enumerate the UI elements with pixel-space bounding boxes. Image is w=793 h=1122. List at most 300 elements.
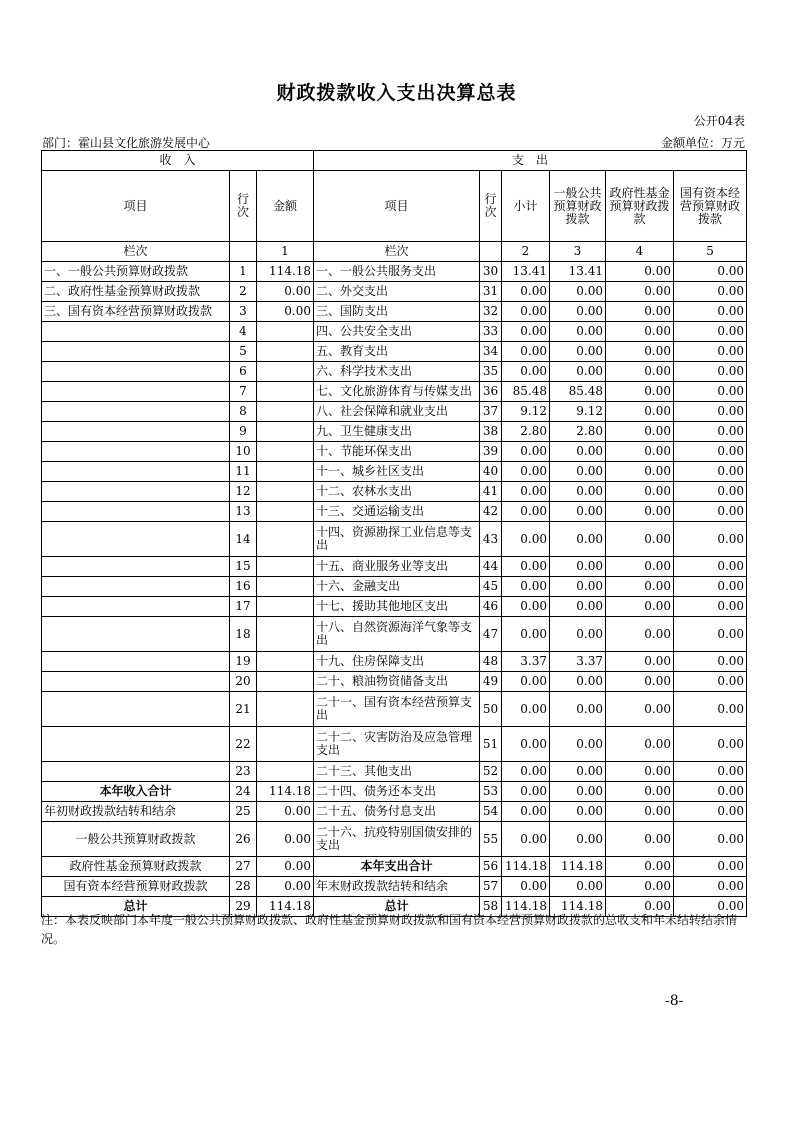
income-line-cell: 18 <box>230 617 257 652</box>
stateown-budget-cell: 0.00 <box>674 692 747 727</box>
govfund-budget-cell: 0.00 <box>606 762 674 782</box>
expense-line-cell: 39 <box>480 442 502 462</box>
income-amount-cell <box>257 577 314 597</box>
expense-item-cell: 二十、粮油物资储备支出 <box>314 672 480 692</box>
stateown-budget-cell: 0.00 <box>674 462 747 482</box>
expense-item-cell: 二十四、债务还本支出 <box>314 782 480 802</box>
stateown-budget-cell: 0.00 <box>674 322 747 342</box>
govfund-budget-cell: 0.00 <box>606 522 674 557</box>
subtotal-cell: 0.00 <box>502 672 550 692</box>
expense-line-cell: 40 <box>480 462 502 482</box>
income-item-cell <box>42 727 230 762</box>
expense-item-cell: 十六、金融支出 <box>314 577 480 597</box>
govfund-budget-cell: 0.00 <box>606 822 674 857</box>
govfund-budget-cell: 0.00 <box>606 782 674 802</box>
income-amount-cell <box>257 362 314 382</box>
general-budget-cell: 0.00 <box>550 597 606 617</box>
subtotal-cell: 0.00 <box>502 362 550 382</box>
general-budget-cell: 0.00 <box>550 362 606 382</box>
general-budget-cell: 0.00 <box>550 342 606 362</box>
income-item-cell <box>42 482 230 502</box>
expense-item-cell: 三、国防支出 <box>314 302 480 322</box>
income-item-cell <box>42 652 230 672</box>
income-item-cell: 政府性基金预算财政拨款 <box>42 857 230 877</box>
general-budget-cell: 0.00 <box>550 482 606 502</box>
general-budget-cell: 85.48 <box>550 382 606 402</box>
income-line-cell: 3 <box>230 302 257 322</box>
table-row <box>42 557 747 577</box>
expense-line-cell: 43 <box>480 522 502 557</box>
table-row <box>42 382 747 402</box>
table-row <box>42 692 747 727</box>
table-row <box>42 462 747 482</box>
income-line-cell: 13 <box>230 502 257 522</box>
income-item-cell: 一般公共预算财政拨款 <box>42 822 230 857</box>
expense-line-cell: 35 <box>480 362 502 382</box>
general-budget-cell: 0.00 <box>550 802 606 822</box>
subtotal-cell: 0.00 <box>502 597 550 617</box>
stateown-budget-cell: 0.00 <box>674 557 747 577</box>
table-row <box>42 652 747 672</box>
stateown-budget-cell: 0.00 <box>674 262 747 282</box>
subtotal-cell: 0.00 <box>502 502 550 522</box>
income-line-cell: 19 <box>230 652 257 672</box>
income-line-cell: 29 <box>230 897 257 917</box>
govfund-budget-cell: 0.00 <box>606 877 674 897</box>
stateown-budget-cell: 0.00 <box>674 522 747 557</box>
expense-line-cell: 37 <box>480 402 502 422</box>
expense-line-cell: 51 <box>480 727 502 762</box>
general-budget-cell: 0.00 <box>550 557 606 577</box>
expense-item-cell: 十七、援助其他地区支出 <box>314 597 480 617</box>
income-amount-cell <box>257 522 314 557</box>
income-item-cell <box>42 762 230 782</box>
expense-item-cell: 七、文化旅游体育与传媒支出 <box>314 382 480 402</box>
govfund-budget-cell: 0.00 <box>606 727 674 762</box>
expense-item-cell: 本年支出合计 <box>314 857 480 877</box>
income-amount-cell: 0.00 <box>257 857 314 877</box>
govfund-budget-cell: 0.00 <box>606 382 674 402</box>
table-row <box>42 522 747 557</box>
income-line-cell: 27 <box>230 857 257 877</box>
income-item-cell <box>42 462 230 482</box>
expense-item-cell: 十五、商业服务业等支出 <box>314 557 480 577</box>
income-line-cell: 23 <box>230 762 257 782</box>
col-expense-item: 项目 <box>314 171 480 242</box>
col-label-expense: 栏次 <box>314 242 480 262</box>
govfund-budget-cell: 0.00 <box>606 282 674 302</box>
income-amount-cell <box>257 617 314 652</box>
stateown-budget-cell: 0.00 <box>674 442 747 462</box>
expense-item-cell: 二十六、抗疫特别国债安排的支出 <box>314 822 480 857</box>
govfund-budget-cell: 0.00 <box>606 462 674 482</box>
income-line-cell: 9 <box>230 422 257 442</box>
table-row <box>42 857 747 877</box>
subtotal-cell: 13.41 <box>502 262 550 282</box>
header-row-section <box>42 151 747 171</box>
subtotal-cell: 0.00 <box>502 692 550 727</box>
income-item-cell <box>42 672 230 692</box>
expense-header: 支 出 <box>314 151 747 171</box>
income-item-cell <box>42 502 230 522</box>
income-amount-cell: 114.18 <box>257 262 314 282</box>
govfund-budget-cell: 0.00 <box>606 402 674 422</box>
subtotal-cell: 9.12 <box>502 402 550 422</box>
subtotal-cell: 0.00 <box>502 462 550 482</box>
general-budget-cell: 13.41 <box>550 262 606 282</box>
general-budget-cell: 0.00 <box>550 322 606 342</box>
table-row <box>42 302 747 322</box>
expense-line-cell: 54 <box>480 802 502 822</box>
expense-line-cell: 45 <box>480 577 502 597</box>
income-item-cell <box>42 617 230 652</box>
expense-line-cell: 58 <box>480 897 502 917</box>
expense-line-cell: 30 <box>480 262 502 282</box>
footnote: 注：本表反映部门本年度一般公共预算财政拨款、政府性基金预算财政拨款和国有资本经营预算财政拨款的总收支和年末结转结余情况。 <box>41 913 738 946</box>
expense-line-cell: 32 <box>480 302 502 322</box>
expense-line-cell: 57 <box>480 877 502 897</box>
income-line-cell: 12 <box>230 482 257 502</box>
stateown-budget-cell: 0.00 <box>674 877 747 897</box>
stateown-budget-cell: 0.00 <box>674 782 747 802</box>
expense-item-cell: 总计 <box>314 897 480 917</box>
stateown-budget-cell: 0.00 <box>674 857 747 877</box>
income-line-cell: 8 <box>230 402 257 422</box>
income-item-cell: 三、国有资本经营预算财政拨款 <box>42 302 230 322</box>
expense-item-cell: 十一、城乡社区支出 <box>314 462 480 482</box>
subtotal-cell: 0.00 <box>502 442 550 462</box>
table-row <box>42 282 747 302</box>
stateown-budget-cell: 0.00 <box>674 897 747 917</box>
income-item-cell <box>42 597 230 617</box>
income-item-cell <box>42 557 230 577</box>
expense-line-cell: 34 <box>480 342 502 362</box>
expense-item-cell: 一、一般公共服务支出 <box>314 262 480 282</box>
stateown-budget-cell: 0.00 <box>674 802 747 822</box>
expense-line-cell: 56 <box>480 857 502 877</box>
govfund-budget-cell: 0.00 <box>606 502 674 522</box>
income-line-cell: 14 <box>230 522 257 557</box>
govfund-budget-cell: 0.00 <box>606 617 674 652</box>
income-line-cell: 10 <box>230 442 257 462</box>
expense-item-cell: 十九、住房保障支出 <box>314 652 480 672</box>
income-line-cell: 11 <box>230 462 257 482</box>
subtotal-cell: 0.00 <box>502 302 550 322</box>
income-item-cell <box>42 442 230 462</box>
govfund-budget-cell: 0.00 <box>606 897 674 917</box>
stateown-budget-cell: 0.00 <box>674 482 747 502</box>
income-line-cell: 26 <box>230 822 257 857</box>
govfund-budget-cell: 0.00 <box>606 802 674 822</box>
govfund-budget-cell: 0.00 <box>606 362 674 382</box>
general-budget-cell: 0.00 <box>550 577 606 597</box>
col-income-item: 项目 <box>42 171 230 242</box>
govfund-budget-cell: 0.00 <box>606 597 674 617</box>
income-amount-cell <box>257 382 314 402</box>
col-general-budget: 一般公共预算财政拨款 <box>550 171 606 242</box>
subtotal-cell: 2.80 <box>502 422 550 442</box>
income-amount-cell: 114.18 <box>257 897 314 917</box>
table-row <box>42 442 747 462</box>
income-line-cell: 17 <box>230 597 257 617</box>
table-row <box>42 597 747 617</box>
expense-item-cell: 五、教育支出 <box>314 342 480 362</box>
expense-line-cell: 50 <box>480 692 502 727</box>
general-budget-cell: 0.00 <box>550 762 606 782</box>
col-govfund-budget: 政府性基金预算财政拨款 <box>606 171 674 242</box>
expense-line-cell: 46 <box>480 597 502 617</box>
general-budget-cell: 0.00 <box>550 302 606 322</box>
income-amount-cell <box>257 557 314 577</box>
expense-line-cell: 52 <box>480 762 502 782</box>
income-amount-cell <box>257 727 314 762</box>
col-expense-line: 行次 <box>480 171 502 242</box>
stateown-budget-cell: 0.00 <box>674 762 747 782</box>
budget-summary-table <box>41 150 747 917</box>
general-budget-cell: 114.18 <box>550 857 606 877</box>
table-row <box>42 577 747 597</box>
govfund-budget-cell: 0.00 <box>606 577 674 597</box>
col-subtotal: 小计 <box>502 171 550 242</box>
expense-line-cell: 33 <box>480 322 502 342</box>
general-budget-cell: 0.00 <box>550 822 606 857</box>
unit-label: 金额单位：万元 <box>660 136 745 150</box>
govfund-budget-cell: 0.00 <box>606 302 674 322</box>
expense-item-cell: 二十五、债务付息支出 <box>314 802 480 822</box>
income-line-cell: 1 <box>230 262 257 282</box>
general-budget-cell: 0.00 <box>550 522 606 557</box>
stateown-budget-cell: 0.00 <box>674 342 747 362</box>
general-budget-cell: 3.37 <box>550 652 606 672</box>
subtotal-cell: 0.00 <box>502 822 550 857</box>
expense-line-cell: 47 <box>480 617 502 652</box>
stateown-budget-cell: 0.00 <box>674 652 747 672</box>
table-row <box>42 802 747 822</box>
expense-line-cell: 44 <box>480 557 502 577</box>
income-item-cell <box>42 382 230 402</box>
header-row-columns <box>42 171 747 242</box>
income-line-cell: 21 <box>230 692 257 727</box>
income-amount-cell: 0.00 <box>257 877 314 897</box>
stateown-budget-cell: 0.00 <box>674 672 747 692</box>
table-row <box>42 822 747 857</box>
general-budget-cell: 2.80 <box>550 422 606 442</box>
expense-line-cell: 55 <box>480 822 502 857</box>
expense-line-cell: 48 <box>480 652 502 672</box>
expense-line-cell: 41 <box>480 482 502 502</box>
subtotal-cell: 0.00 <box>502 322 550 342</box>
general-budget-cell: 0.00 <box>550 672 606 692</box>
stateown-budget-cell: 0.00 <box>674 362 747 382</box>
expense-item-cell: 九、卫生健康支出 <box>314 422 480 442</box>
table-row <box>42 502 747 522</box>
stateown-budget-cell: 0.00 <box>674 282 747 302</box>
govfund-budget-cell: 0.00 <box>606 442 674 462</box>
subtotal-cell: 85.48 <box>502 382 550 402</box>
income-amount-cell <box>257 692 314 727</box>
stateown-budget-cell: 0.00 <box>674 502 747 522</box>
income-amount-cell <box>257 402 314 422</box>
subtotal-cell: 0.00 <box>502 522 550 557</box>
table-row <box>42 262 747 282</box>
general-budget-cell: 0.00 <box>550 692 606 727</box>
income-amount-cell: 0.00 <box>257 302 314 322</box>
expense-line-cell: 49 <box>480 672 502 692</box>
general-budget-cell: 0.00 <box>550 462 606 482</box>
expense-item-cell: 二十三、其他支出 <box>314 762 480 782</box>
subtotal-cell: 114.18 <box>502 897 550 917</box>
expense-item-cell: 十三、交通运输支出 <box>314 502 480 522</box>
govfund-budget-cell: 0.00 <box>606 557 674 577</box>
table-row <box>42 727 747 762</box>
income-line-cell: 22 <box>230 727 257 762</box>
subtotal-cell: 0.00 <box>502 802 550 822</box>
expense-line-cell: 31 <box>480 282 502 302</box>
subtotal-cell: 0.00 <box>502 727 550 762</box>
income-line-cell: 25 <box>230 802 257 822</box>
income-amount-cell <box>257 502 314 522</box>
table-row <box>42 422 747 442</box>
general-budget-cell: 0.00 <box>550 442 606 462</box>
govfund-budget-cell: 0.00 <box>606 322 674 342</box>
income-item-cell: 年初财政拨款结转和结余 <box>42 802 230 822</box>
income-line-cell: 24 <box>230 782 257 802</box>
col-number-3: 3 <box>550 242 606 262</box>
table-row <box>42 877 747 897</box>
income-item-cell: 总计 <box>42 897 230 917</box>
income-item-cell <box>42 322 230 342</box>
table-row <box>42 482 747 502</box>
table-row <box>42 782 747 802</box>
table-row <box>42 672 747 692</box>
header-row-column-numbers <box>42 242 747 262</box>
general-budget-cell: 0.00 <box>550 877 606 897</box>
col-number-4: 4 <box>606 242 674 262</box>
income-amount-cell <box>257 597 314 617</box>
expense-item-cell: 十八、自然资源海洋气象等支出 <box>314 617 480 652</box>
stateown-budget-cell: 0.00 <box>674 402 747 422</box>
subtotal-cell: 0.00 <box>502 617 550 652</box>
subtotal-cell: 0.00 <box>502 557 550 577</box>
income-item-cell: 本年收入合计 <box>42 782 230 802</box>
stateown-budget-cell: 0.00 <box>674 727 747 762</box>
income-line-cell: 20 <box>230 672 257 692</box>
income-item-cell <box>42 692 230 727</box>
income-amount-cell: 0.00 <box>257 802 314 822</box>
income-line-cell: 4 <box>230 322 257 342</box>
expense-line-cell: 42 <box>480 502 502 522</box>
blank-cell <box>230 242 257 262</box>
expense-item-cell: 二十二、灾害防治及应急管理支出 <box>314 727 480 762</box>
expense-item-cell: 十四、资源勘探工业信息等支出 <box>314 522 480 557</box>
subtotal-cell: 0.00 <box>502 782 550 802</box>
income-item-cell <box>42 402 230 422</box>
expense-line-cell: 38 <box>480 422 502 442</box>
income-header: 收 入 <box>42 151 314 171</box>
income-amount-cell <box>257 652 314 672</box>
govfund-budget-cell: 0.00 <box>606 857 674 877</box>
income-item-cell: 二、政府性基金预算财政拨款 <box>42 282 230 302</box>
table-row <box>42 362 747 382</box>
govfund-budget-cell: 0.00 <box>606 262 674 282</box>
income-item-cell <box>42 422 230 442</box>
income-amount-cell <box>257 342 314 362</box>
income-line-cell: 7 <box>230 382 257 402</box>
col-number-5: 5 <box>674 242 747 262</box>
expense-item-cell: 四、公共安全支出 <box>314 322 480 342</box>
form-number: 公开04表 <box>693 114 745 128</box>
income-amount-cell <box>257 762 314 782</box>
subtotal-cell: 0.00 <box>502 482 550 502</box>
income-item-cell: 一、一般公共预算财政拨款 <box>42 262 230 282</box>
stateown-budget-cell: 0.00 <box>674 617 747 652</box>
expense-item-cell: 二十一、国有资本经营预算支出 <box>314 692 480 727</box>
expense-item-cell: 年末财政拨款结转和结余 <box>314 877 480 897</box>
income-amount-cell: 0.00 <box>257 822 314 857</box>
subtotal-cell: 114.18 <box>502 857 550 877</box>
govfund-budget-cell: 0.00 <box>606 422 674 442</box>
col-income-line: 行次 <box>230 171 257 242</box>
subtotal-cell: 0.00 <box>502 282 550 302</box>
expense-line-cell: 53 <box>480 782 502 802</box>
stateown-budget-cell: 0.00 <box>674 822 747 857</box>
general-budget-cell: 114.18 <box>550 897 606 917</box>
income-amount-cell <box>257 322 314 342</box>
expense-item-cell: 十二、农林水支出 <box>314 482 480 502</box>
income-amount-cell <box>257 442 314 462</box>
col-stateown-budget: 国有资本经营预算财政拨款 <box>674 171 747 242</box>
income-amount-cell <box>257 482 314 502</box>
income-item-cell <box>42 342 230 362</box>
stateown-budget-cell: 0.00 <box>674 382 747 402</box>
general-budget-cell: 0.00 <box>550 617 606 652</box>
income-amount-cell <box>257 672 314 692</box>
stateown-budget-cell: 0.00 <box>674 422 747 442</box>
expense-item-cell: 六、科学技术支出 <box>314 362 480 382</box>
stateown-budget-cell: 0.00 <box>674 577 747 597</box>
col-income-amount: 金额 <box>257 171 314 242</box>
table-row <box>42 402 747 422</box>
income-amount-cell: 114.18 <box>257 782 314 802</box>
govfund-budget-cell: 0.00 <box>606 672 674 692</box>
col-number-1: 1 <box>257 242 314 262</box>
table-row <box>42 762 747 782</box>
department-label: 部门：霍山县文化旅游发展中心 <box>42 136 211 150</box>
govfund-budget-cell: 0.00 <box>606 652 674 672</box>
subtotal-cell: 0.00 <box>502 762 550 782</box>
income-item-cell <box>42 522 230 557</box>
expense-item-cell: 十、节能环保支出 <box>314 442 480 462</box>
income-line-cell: 15 <box>230 557 257 577</box>
income-item-cell <box>42 362 230 382</box>
general-budget-cell: 0.00 <box>550 782 606 802</box>
subtotal-cell: 0.00 <box>502 877 550 897</box>
income-amount-cell <box>257 422 314 442</box>
govfund-budget-cell: 0.00 <box>606 692 674 727</box>
general-budget-cell: 0.00 <box>550 282 606 302</box>
income-line-cell: 16 <box>230 577 257 597</box>
income-line-cell: 5 <box>230 342 257 362</box>
income-item-cell: 国有资本经营预算财政拨款 <box>42 877 230 897</box>
income-item-cell <box>42 577 230 597</box>
general-budget-cell: 0.00 <box>550 727 606 762</box>
page-number: -8- <box>665 993 684 1009</box>
stateown-budget-cell: 0.00 <box>674 597 747 617</box>
income-amount-cell: 0.00 <box>257 282 314 302</box>
stateown-budget-cell: 0.00 <box>674 302 747 322</box>
income-amount-cell <box>257 462 314 482</box>
col-number-2: 2 <box>502 242 550 262</box>
